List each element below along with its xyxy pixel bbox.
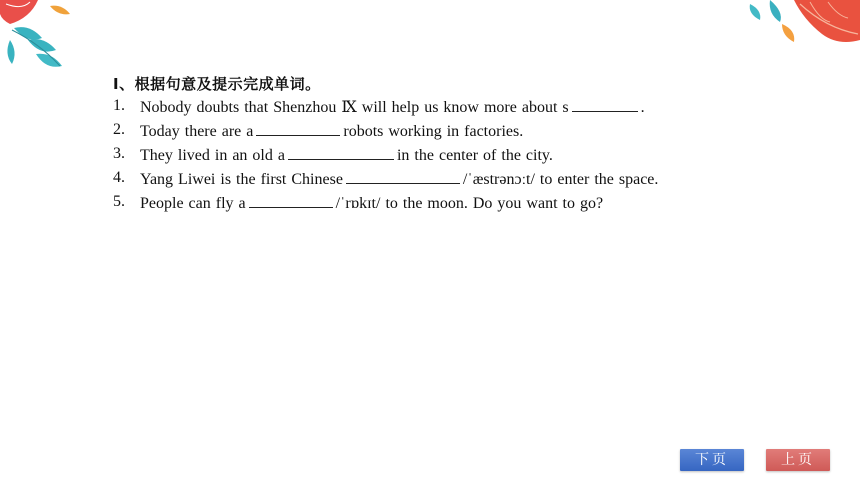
question-text: People can fly a — [140, 195, 246, 212]
leaf-decoration-right-icon — [730, 0, 860, 55]
answer-blank[interactable] — [256, 119, 340, 136]
question-text-end: . — [640, 99, 645, 116]
question-text: Nobody doubts that Shenzhou Ⅸ will help us know more about s — [140, 99, 569, 116]
question-2 — [113, 119, 733, 143]
answer-blank[interactable] — [249, 191, 333, 208]
leaf-decoration-left-icon — [0, 0, 80, 75]
exercise-content — [113, 73, 733, 215]
question-number: 3. — [113, 145, 125, 162]
previous-page-button[interactable]: 上页 — [766, 449, 830, 471]
question-1 — [113, 95, 733, 119]
question-text-end: to enter the space. — [539, 171, 659, 188]
question-text-end: in the center of the city. — [396, 147, 553, 164]
question-number: 4. — [113, 169, 125, 186]
question-text-end: robots working in factories. — [343, 123, 524, 140]
section-title: Ⅰ、根据句意及提示完成单词。 — [113, 75, 321, 93]
phonetic-hint: /ˈrɒkɪt/ — [335, 195, 381, 212]
next-page-button[interactable]: 下页 — [680, 449, 744, 471]
question-text: They lived in an old a — [140, 147, 285, 164]
phonetic-hint: /ˈæstrənɔːt/ — [462, 171, 535, 188]
question-number: 1. — [113, 97, 125, 114]
question-text: Today there are a — [140, 123, 254, 140]
question-4 — [113, 167, 725, 191]
answer-blank[interactable] — [572, 95, 638, 112]
question-text: Yang Liwei is the first Chinese — [140, 171, 343, 188]
question-3 — [113, 143, 733, 167]
question-number: 2. — [113, 121, 125, 138]
question-5 — [113, 191, 733, 215]
answer-blank[interactable] — [346, 167, 460, 184]
question-text-end: to the moon. Do you want to go? — [385, 195, 604, 212]
question-number: 5. — [113, 193, 125, 210]
answer-blank[interactable] — [288, 143, 394, 160]
